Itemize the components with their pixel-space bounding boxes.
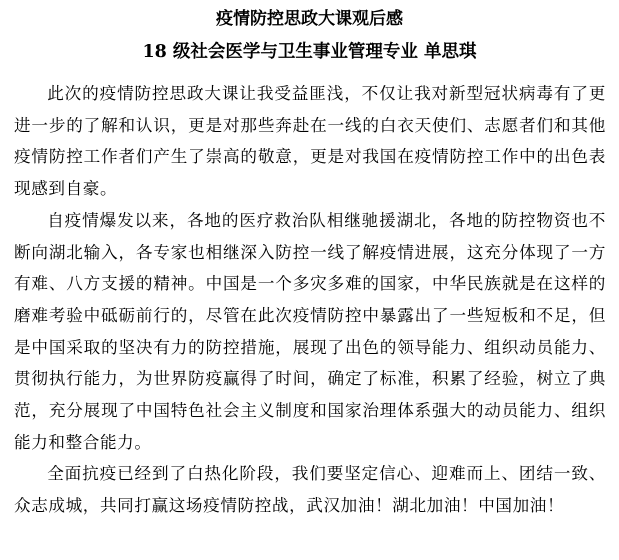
paragraph-2: 自疫情爆发以来，各地的医疗救治队相继驰援湖北，各地的防控物资也不断向湖北输入，各专家也相继深入防控一线了解疫情进展，这充分体现了一方有难、八方支援的精神。中国是一个多灾多难的国家，中华民族就是在这样的磨难考验中砥砺前行的，尽管在此次疫情防控中暴露出了一些短板和不足，但是中国采取的坚决有力的防控措施，展现了出色的领导能力、组织动员能力、贯彻执行能力，为世界防疫赢得了时间，确定了标准，积累了经验，树立了典范，充分展现了中国特色社会主义制度和国家治理体系强大的动员能力、组织能力和整合能力。 xyxy=(14,210,606,452)
paragraph-1: 此次的疫情防控思政大课让我受益匪浅，不仅让我对新型冠状病毒有了更进一步的了解和认识，更是对那些奔赴在一线的白衣天使们、志愿者们和其他疫情防控工作者们产生了崇高的敬意，更是对我国在疫情防控工作中的出色表现感到自豪。 xyxy=(14,84,606,199)
document-body xyxy=(14,78,606,522)
author-line: 18 级社会医学与卫生事业管理专业 单思琪 xyxy=(142,42,477,62)
document-title: 疫情防控思政大课观后感 xyxy=(216,9,403,29)
paragraph-3: 全面抗疫已经到了白热化阶段，我们要坚定信心、迎难而上、团结一致、众志成城，共同打赢这场疫情防控战，武汉加油！湖北加油！中国加油！ xyxy=(14,464,606,516)
